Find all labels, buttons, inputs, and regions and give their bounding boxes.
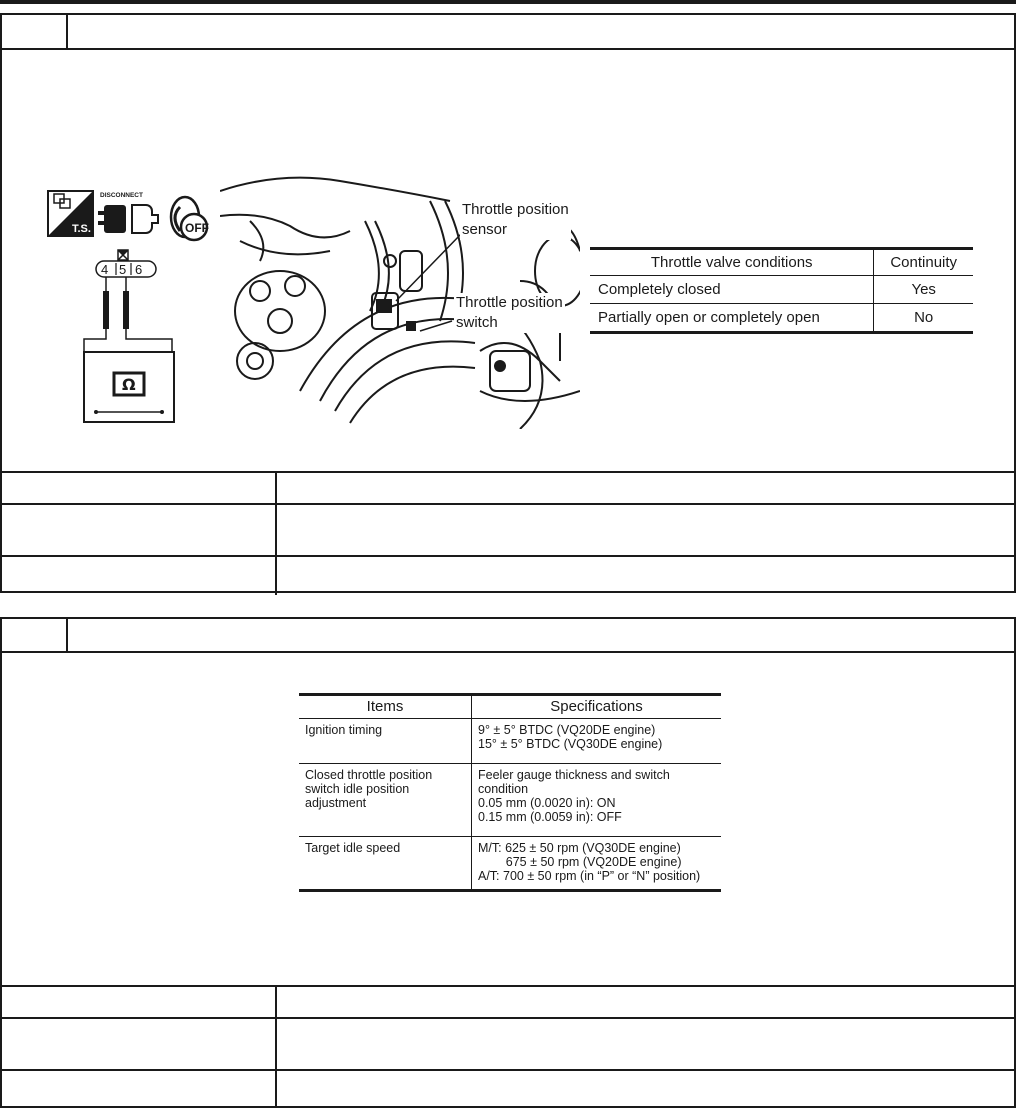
result-row-rule-3 bbox=[2, 1069, 1014, 1071]
svg-text:5: 5 bbox=[119, 262, 127, 277]
spec-text: M/T: 625 ± 50 rpm (VQ30DE engine) bbox=[478, 841, 681, 855]
condition-cell: Partially open or completely open bbox=[590, 304, 874, 333]
result-column-divider bbox=[275, 985, 277, 1106]
check-block-1 bbox=[0, 13, 1016, 593]
callout-throttle-position-sensor bbox=[460, 200, 571, 240]
continuity-cell: No bbox=[914, 309, 934, 326]
item-cell bbox=[299, 837, 472, 891]
spec-text: 675 ± 50 rpm (VQ20DE engine) bbox=[478, 855, 682, 869]
spec-text: 0.05 mm (0.0020 in): ON bbox=[478, 796, 616, 810]
item-text: switch idle position bbox=[305, 782, 410, 796]
item-text: Closed throttle position bbox=[305, 768, 433, 782]
table-row bbox=[299, 837, 721, 891]
header-rule bbox=[2, 651, 1014, 653]
item-text: adjustment bbox=[305, 796, 367, 810]
spec-text: A/T: 700 ± 50 rpm (in “P” or “N” position) bbox=[478, 869, 701, 883]
header-items: Items bbox=[299, 695, 472, 719]
spec-text: 9° ± 5° BTDC (VQ20DE engine) bbox=[478, 723, 656, 737]
table-row bbox=[299, 719, 721, 764]
result-column-divider bbox=[275, 471, 277, 595]
result-row-rule-2 bbox=[2, 503, 1014, 505]
ohmmeter-icon bbox=[84, 352, 174, 422]
spec-cell bbox=[472, 719, 722, 764]
spec-cell bbox=[472, 764, 722, 837]
result-row-rule-1 bbox=[2, 471, 1014, 473]
header-specifications: Specifications bbox=[550, 698, 643, 715]
callout-switch-line-2: switch bbox=[456, 314, 498, 331]
spec-text: condition bbox=[478, 782, 529, 796]
spec-cell bbox=[472, 837, 722, 891]
spec-text: 15° ± 5° BTDC (VQ30DE engine) bbox=[478, 737, 663, 751]
item-cell bbox=[299, 719, 472, 764]
result-row-rule-3 bbox=[2, 555, 1014, 557]
callout-switch-line-1: Throttle position bbox=[456, 294, 563, 311]
svg-text:4: 4 bbox=[101, 262, 109, 277]
continuity-table bbox=[590, 247, 973, 334]
disconnect-connector-icon bbox=[98, 192, 158, 233]
page-top-rule bbox=[0, 0, 1016, 4]
header-valve-conditions: Throttle valve conditions bbox=[590, 249, 874, 276]
item-cell bbox=[299, 764, 472, 837]
spec-text: 0.15 mm (0.0059 in): OFF bbox=[478, 810, 622, 824]
svg-text:DISCONNECT: DISCONNECT bbox=[100, 192, 143, 199]
continuity-cell: Yes bbox=[911, 281, 936, 298]
spec-text: Feeler gauge thickness and switch bbox=[478, 768, 670, 782]
step-number-divider bbox=[66, 15, 68, 48]
step-number-divider bbox=[66, 619, 68, 651]
callout-sensor-line-1: Throttle position bbox=[462, 201, 569, 218]
ignition-off-key-icon bbox=[171, 197, 209, 240]
svg-text:Ω: Ω bbox=[122, 375, 136, 394]
callout-throttle-position-switch bbox=[454, 293, 565, 333]
harness-connector-icon bbox=[96, 250, 156, 277]
table-row bbox=[590, 304, 973, 333]
header-continuity: Continuity bbox=[890, 254, 958, 271]
continuity-test-illustration bbox=[42, 187, 242, 427]
condition-cell: Completely closed bbox=[590, 276, 874, 304]
table-row bbox=[299, 764, 721, 837]
callout-sensor-line-2: sensor bbox=[462, 221, 508, 238]
item-text: Ignition timing bbox=[305, 723, 383, 737]
item-text: Target idle speed bbox=[305, 841, 401, 855]
header-rule bbox=[2, 48, 1014, 50]
result-row-rule-2 bbox=[2, 1017, 1014, 1019]
svg-text:OFF: OFF bbox=[185, 221, 209, 235]
svg-text:T.S.: T.S. bbox=[72, 223, 91, 235]
check-block-2 bbox=[0, 617, 1016, 1108]
result-row-rule-1 bbox=[2, 985, 1014, 987]
table-row bbox=[590, 276, 973, 304]
ts-icon bbox=[48, 191, 93, 236]
idle-spec-table bbox=[299, 693, 721, 892]
svg-text:6: 6 bbox=[135, 262, 143, 277]
